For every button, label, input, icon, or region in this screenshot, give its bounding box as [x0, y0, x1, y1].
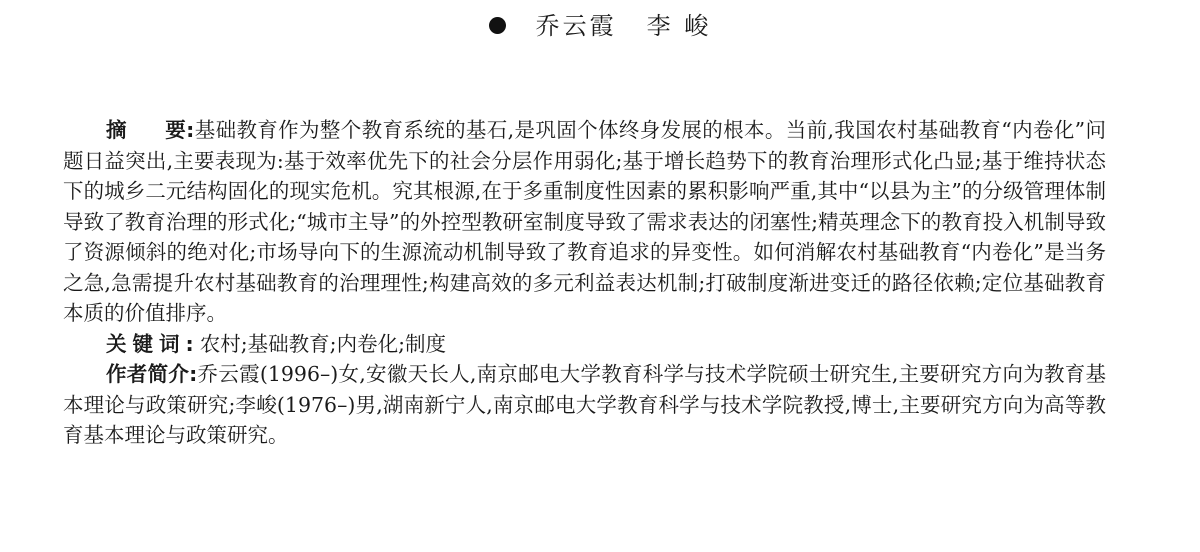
- author-intro-label: 作者简介:: [106, 362, 198, 386]
- keywords-paragraph: [63, 329, 1106, 360]
- keywords-text: 农村;基础教育;内卷化;制度: [199, 331, 446, 356]
- author-line: [0, 10, 1200, 42]
- abstract-label-part1: 摘: [106, 118, 127, 142]
- author-name-2: 李 峻: [646, 12, 712, 40]
- abstract-paragraph: [63, 115, 1106, 329]
- abstract-label: [106, 118, 194, 142]
- bullet-icon: [489, 17, 506, 34]
- author-name-1: 乔云霞: [535, 12, 617, 40]
- author-intro-paragraph: [63, 359, 1106, 451]
- author-intro-text: 乔云霞(1996–)女,安徽天长人,南京邮电大学教育科学与技术学院硕士研究生,主要研究方向为教育基本理论与政策研究;李峻(1976–)男,湖南新宁人,南京邮电大学教育科学与技术学院教授,博士,主要研究方向为高等教育基本理论与政策研究。: [63, 362, 1106, 447]
- keywords-label: 关键词:: [106, 331, 200, 356]
- abstract-label-part2: 要:: [164, 118, 195, 142]
- abstract-text: 基础教育作为整个教育系统的基石,是巩固个体终身发展的根本。当前,我国农村基础教育“内卷化”问题日益突出,主要表现为:基于效率优先下的社会分层作用弱化;基于增长趋势下的教育治理形式化凸显;基于维持状态下的城乡二元结构固化的现实危机。究其根源,在于多重制度性因素的累积影响严重,其中“以县为主”的分级管理体制导致了教育治理的形式化;“城市主导”的外控型教研室制度导致了需求表达的闭塞性;精英理念下的教育投入机制导致了资源倾斜的绝对化;市场导向下的生源流动机制导致了教育追求的异变性。如何消解农村基础教育“内卷化”是当务之急,急需提升农村基础教育的治理理性;构建高效的多元利益表达机制;打破制度渐进变迁的路径依赖;定位基础教育本质的价值排序。: [63, 118, 1107, 325]
- article-front-matter: [63, 115, 1106, 451]
